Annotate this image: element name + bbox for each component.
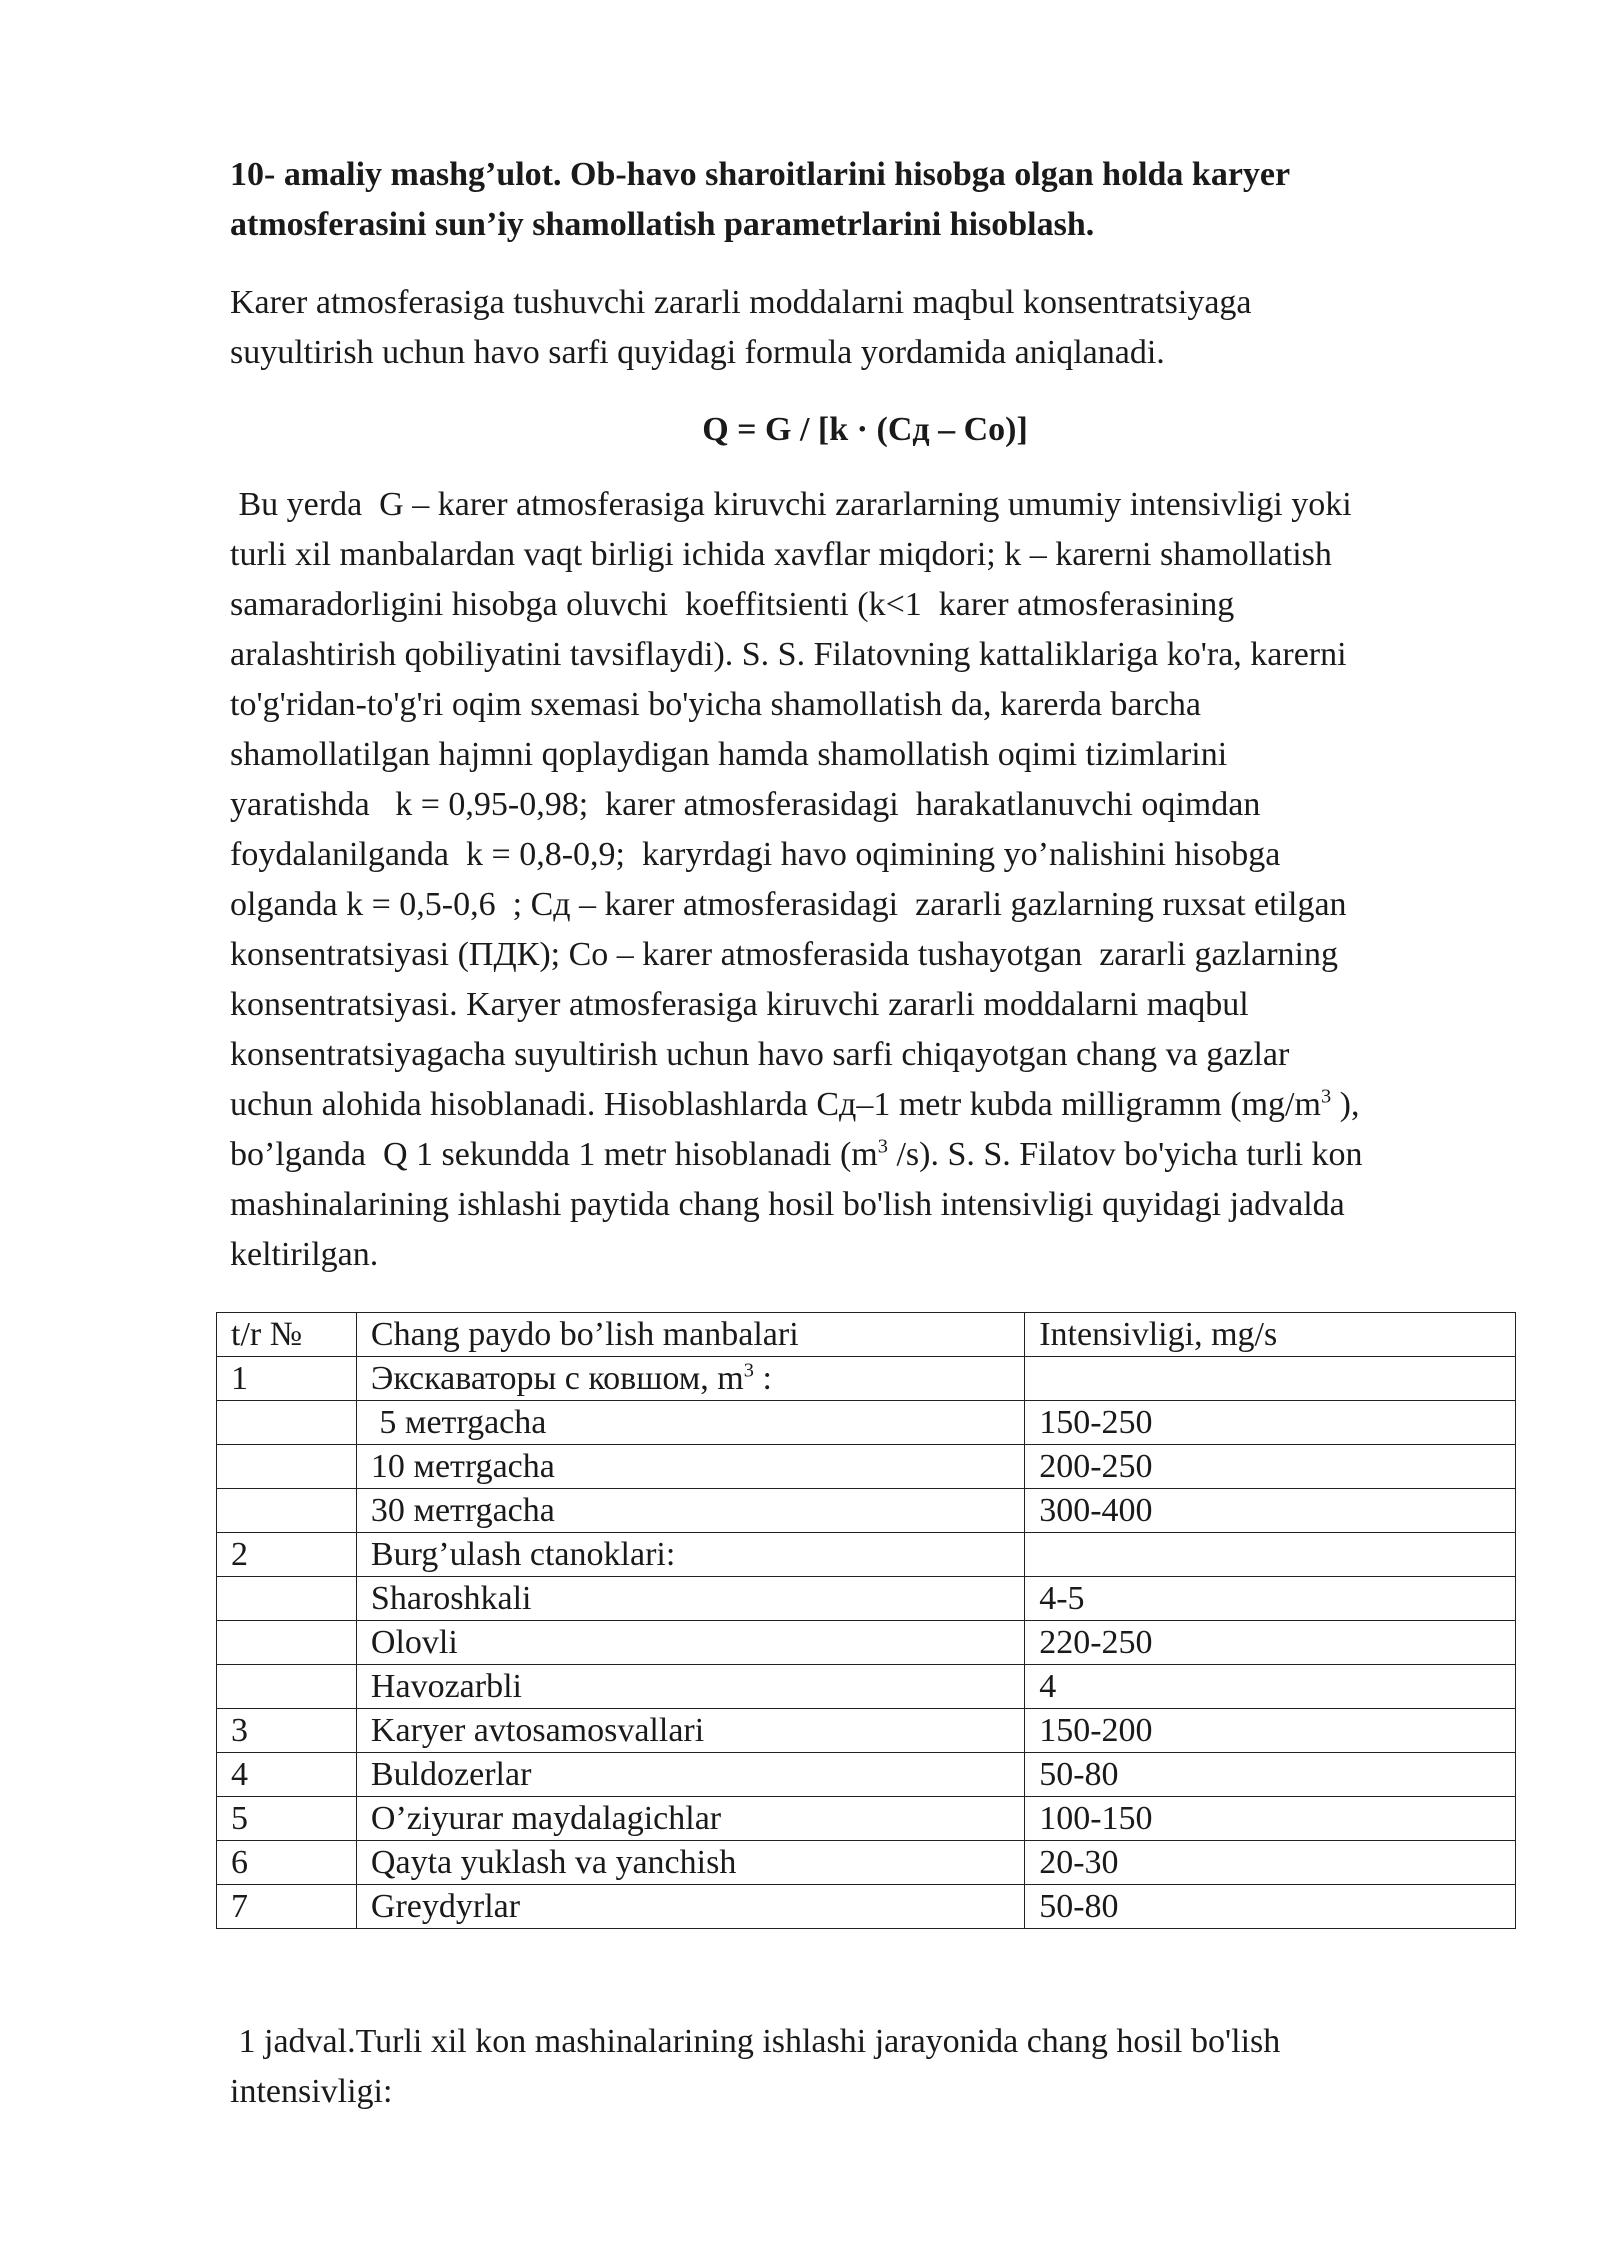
source-cell (356, 1621, 1024, 1665)
table-row (217, 1489, 1516, 1533)
row-number-cell: 1 (217, 1357, 357, 1401)
source-cell (356, 1841, 1024, 1885)
header-intensity: Intensivligi, mg/s (1025, 1313, 1516, 1357)
source-text: Havozarbli (370, 1668, 522, 1705)
row-number-cell (217, 1577, 357, 1621)
source-cell (356, 1533, 1024, 1577)
table-row (217, 1753, 1516, 1797)
table-row (217, 1665, 1516, 1709)
source-text: 5 метrgacha (370, 1404, 547, 1441)
source-cell (356, 1885, 1024, 1929)
body-line-13-tail: ), (1331, 1086, 1360, 1123)
source-text: Greydyrlar (370, 1888, 521, 1925)
intensity-cell: 150-200 (1025, 1709, 1516, 1753)
source-text: Buldozerlar (370, 1756, 532, 1793)
body-line-4: aralashtirish qobiliyatini tavsiflaydi). S. S. Filatovning kattaliklariga ko'ra, karerni (230, 636, 1347, 673)
body-line-14-tail: /s). S. S. Filatov bo'yicha turli kon (887, 1136, 1363, 1173)
body-line-5: to'g'ridan-to'g'ri oqim sxemasi bo'yicha shamollatish da, karerda barcha (230, 686, 1202, 723)
row-number-cell: 5 (217, 1797, 357, 1841)
body-line-14 (230, 1136, 1363, 1173)
intensity-cell: 100-150 (1025, 1797, 1516, 1841)
intro-paragraph (230, 278, 1520, 378)
source-cell (356, 1665, 1024, 1709)
table-row (217, 1885, 1516, 1929)
source-cell (356, 1753, 1024, 1797)
body-line-1: Bu yerda G – karer atmosferasiga kiruvchi zararlarning umumiy intensivligi yoki (230, 486, 1352, 523)
intensity-cell: 20-30 (1025, 1841, 1516, 1885)
intensity-cell: 50-80 (1025, 1885, 1516, 1929)
table-row (217, 1577, 1516, 1621)
source-text: Burg’ulash сtanoklari: (370, 1536, 676, 1573)
row-number-cell (217, 1445, 357, 1489)
body-line-6: shamollatilgan hajmni qoplaydigan hamda shamollatish oqimi tizimlarini (230, 736, 1228, 773)
source-text: Olovli (370, 1624, 458, 1661)
body-line-9: olganda k = 0,5-0,6 ; Сд – karer atmosferasidagi zararli gazlarning ruxsat etilgan (230, 886, 1347, 923)
table-row (217, 1621, 1516, 1665)
body-line-15: mashinalarining ishlashi paytida chang hosil bo'lish intensivligi quyidagi jadvalda (230, 1186, 1345, 1223)
body-line-13-superscript: 3 (1320, 1085, 1332, 1108)
source-text: 10 метrgacha (370, 1448, 555, 1485)
body-line-10: konsentratsiyasi (ПДК); Co – karer atmosferasida tushayotgan zararli gazlarning (230, 936, 1339, 973)
source-cell (356, 1577, 1024, 1621)
title-line-2: atmosferasini sun’iy shamollatish parametrlarini hisoblash. (230, 206, 1095, 243)
body-line-13 (230, 1086, 1359, 1123)
table-row (217, 1401, 1516, 1445)
source-cell (356, 1709, 1024, 1753)
body-paragraph (230, 480, 1520, 1280)
caption-line-1: 1 jadval.Turli xil kon mashinalarining ishlashi jarayonida chang hosil bo'lish (230, 2023, 1281, 2060)
source-cell (356, 1445, 1024, 1489)
source-text: O’ziyurar maydalagichlar (370, 1800, 722, 1837)
source-cell (356, 1401, 1024, 1445)
body-line-14-text: bo’lganda Q 1 sekundda 1 metr hisoblanadi (m (230, 1136, 878, 1173)
body-line-2: turli xil manbalardan vaqt birligi ichida xavflar miqdori; k – karerni shamollatish (230, 536, 1332, 573)
intensity-cell: 50-80 (1025, 1753, 1516, 1797)
row-number-cell: 6 (217, 1841, 357, 1885)
table-row (217, 1357, 1516, 1401)
source-text: 30 метrgacha (370, 1492, 555, 1529)
intensity-cell: 200-250 (1025, 1445, 1516, 1489)
table-row (217, 1445, 1516, 1489)
row-number-cell: 2 (217, 1533, 357, 1577)
body-line-3: samaradorligini hisobga oluvchi koeffitsienti (k<1 karer atmosferasining (230, 586, 1235, 623)
intensity-cell (1025, 1533, 1516, 1577)
table-header-row (217, 1313, 1516, 1357)
body-line-8: foydalanilganda k = 0,8-0,9; karyrdagi havo oqimining yo’nalishini hisobga (230, 836, 1281, 873)
body-line-16: keltirilgan. (230, 1236, 379, 1273)
title-line-1: 10- amaliy mashg’ulot. Ob-havo sharoitlarini hisobga olgan holda karyer (230, 156, 1291, 193)
body-line-14-superscript: 3 (877, 1135, 888, 1158)
table-row (217, 1709, 1516, 1753)
source-text: Sharoshkali (370, 1580, 532, 1617)
intro-line-2: suyultirish uchun havo sarfi quyidagi formula yordamida aniqlanadi. (230, 334, 1165, 371)
source-cell (356, 1797, 1024, 1841)
intensity-cell: 300-400 (1025, 1489, 1516, 1533)
table-caption (230, 2017, 1520, 2117)
intro-line-1: Karer atmosferasiga tushuvchi zararli moddalarni maqbul konsentratsiyaga (230, 284, 1252, 321)
row-number-cell: 3 (217, 1709, 357, 1753)
source-cell (356, 1489, 1024, 1533)
source-text: Karyer avtosamosvallari (370, 1712, 705, 1749)
caption-line-2: intensivligi: (230, 2073, 393, 2110)
row-number-cell (217, 1665, 357, 1709)
body-line-7: yaratishda k = 0,95-0,98; karer atmosferasidagi harakatlanuvchi oqimdan (230, 786, 1261, 823)
row-number-cell (217, 1621, 357, 1665)
source-superscript: 3 (743, 1359, 754, 1382)
source-tail: : (753, 1360, 772, 1397)
formula: Q = G / [k · (Сд – Co)] (702, 411, 1028, 448)
source-cell (356, 1357, 1024, 1401)
body-line-11: konsentratsiyasi. Karyer atmosferasiga kiruvchi zararli moddalarni maqbul (230, 986, 1249, 1023)
row-number-cell: 4 (217, 1753, 357, 1797)
source-text: Qayta yuklash va yanchish (370, 1844, 737, 1881)
table-row (217, 1841, 1516, 1885)
intensity-cell: 4-5 (1025, 1577, 1516, 1621)
header-number: t/r № (217, 1313, 357, 1357)
row-number-cell: 7 (217, 1885, 357, 1929)
header-source: Chang paydo bo’lish manbalari (356, 1313, 1024, 1357)
intensity-cell: 220-250 (1025, 1621, 1516, 1665)
table-row (217, 1533, 1516, 1577)
source-text: Экскаваторы с ковшом, m (370, 1360, 744, 1397)
row-number-cell (217, 1401, 357, 1445)
body-line-13-text: uchun alohida hisoblanadi. Hisoblashlarda Сд–1 metr kubda milligramm (mg/m (230, 1086, 1321, 1123)
dust-intensity-table (216, 1312, 1516, 1929)
body-line-12: konsentratsiyagacha suyultirish uchun havo sarfi chiqayotgan chang va gazlar (230, 1036, 1290, 1073)
intensity-cell (1025, 1357, 1516, 1401)
page-title (230, 150, 1520, 250)
intensity-cell: 4 (1025, 1665, 1516, 1709)
row-number-cell (217, 1489, 357, 1533)
table-row (217, 1797, 1516, 1841)
intensity-cell: 150-250 (1025, 1401, 1516, 1445)
